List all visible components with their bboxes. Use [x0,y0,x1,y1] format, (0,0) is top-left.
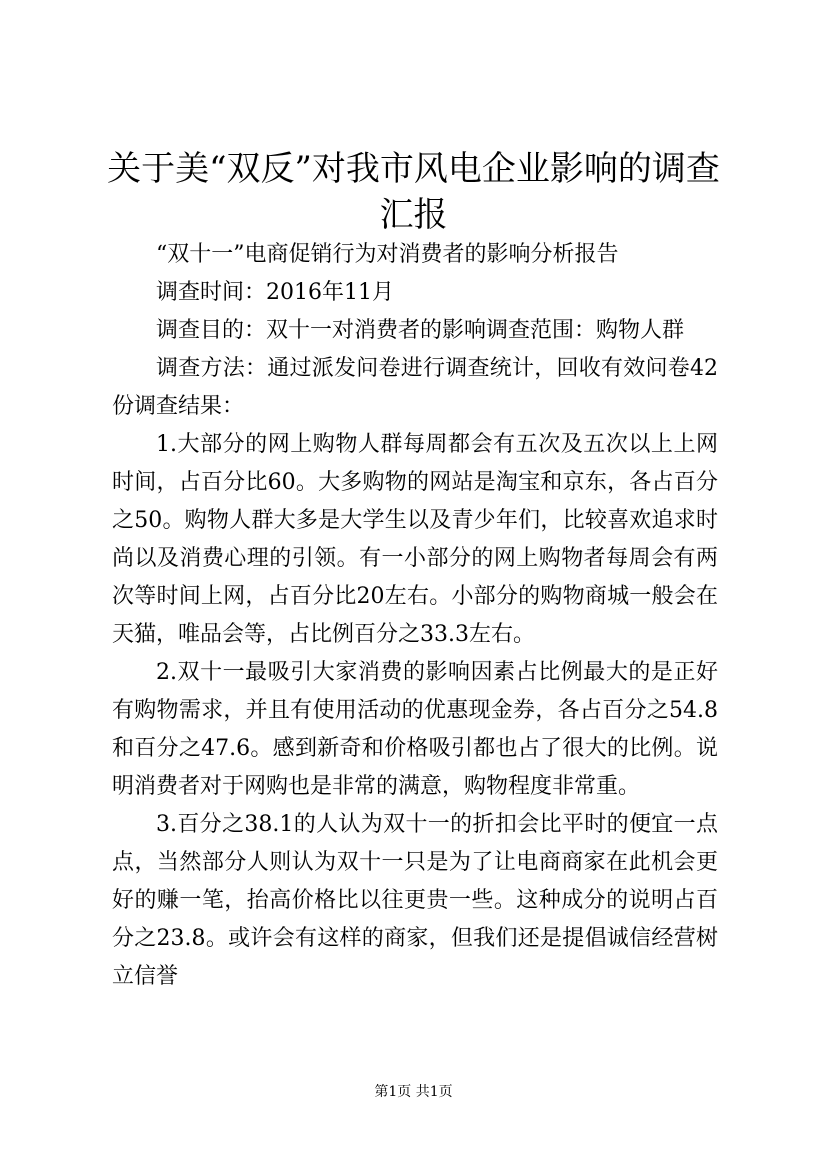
result-paragraph-2: 2.双十一最吸引大家消费的影响因素占比例最大的是正好有购物需求，并且有使用活动的优惠现金券，各占百分之54.8和百分之47.6。感到新奇和价格吸引都也占了很大的比例。说明消费者对于网购也是非常的满意，购物程度非常重。 [112,660,718,799]
survey-time: 调查时间：2016年11月 [156,280,394,305]
page-footer: 第1页 共1页 [374,1084,453,1100]
result-paragraph-3: 3.百分之38.1的人认为双十一的折扣会比平时的便宜一点点，当然部分人则认为双十一只是为了让电商商家在此机会更好的赚一笔，抬高价格比以往更贵一些。这种成分的说明占百分之23.8。或许会有这样的商家，但我们还是提倡诚信经营树立信誉 [112,812,718,989]
document-title: 关于美“双反”对我市风电企业影响的调查汇报 [107,149,720,235]
survey-purpose: 调查目的：双十一对消费者的影响调查范围：购物人群 [156,318,685,343]
report-heading: “双十一”电商促销行为对消费者的影响分析报告 [156,242,619,267]
result-paragraph-1: 1.大部分的网上购物人群每周都会有五次及五次以上上网时间，占百分比60。大多购物的网站是淘宝和京东，各占百分之50。购物人群大多是大学生以及青少年们，比较喜欢追求时尚以及消费心理的引领。有一小部分的网上购物者每周会有两次等时间上网，占百分比20左右。小部分的购物商城一般会在天猫，唯品会等，占比例百分之33.3左右。 [112,432,718,647]
document-body [112,236,718,996]
survey-method: 调查方法：通过派发问卷进行调查统计，回收有效问卷42份调查结果： [112,356,718,419]
